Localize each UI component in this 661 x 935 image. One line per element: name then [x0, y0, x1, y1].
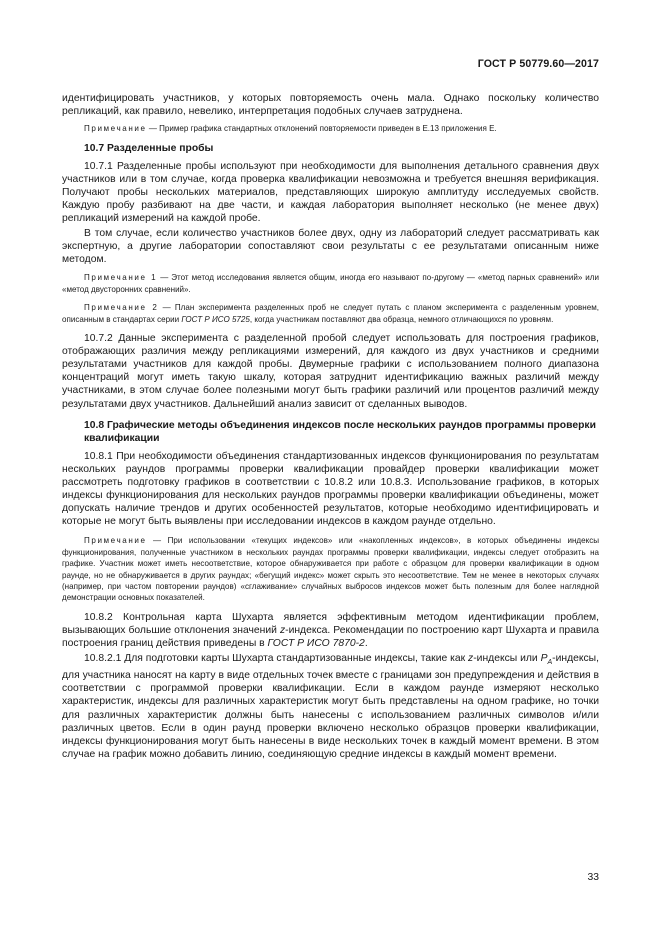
paragraph-text: -индексы, для участника наносят на карту в виде отдельных точек вместе с границами зон предупреждения и действия в соответствии с программой проверки квалификации. Если в каждом раунде измеряют несколько характеристик, индексы для различных характеристик могут быть представлены на одном графике, но точки для различных характеристик должны быть нанесены с использованием различных символов и/или различных цветов. Если в один раунд проверки включено несколько образцов проверки квалификации, индексы функционирования могут быть нанесены в виде нескольких точек в каждый момент времени. В этом случае на график можно добавить линию, соединяющую средние индексы в каждый момент времени.	[62, 653, 599, 760]
paragraph-10-7-2: 10.7.2 Данные эксперимента с разделенной пробой следует использовать для построения графиков, отображающих различия между репликациями измерений, для каждого из двух участников и средними результатами участников для каждой пробы. Двумерные графики с использованием полного диапазона концентраций могут иметь такую шкалу, которая затруднит идентификацию важных различий между участниками, в этом случае более полезными могут быть графики различий или процентов различий между результатами двух участников. Дальнейший анализ зависит от сделанных выводов.	[62, 333, 599, 410]
paragraph-10-8-1: 10.8.1 При необходимости объединения стандартизованных индексов функционирования по результатам нескольких раундов программы проверки квалификации провайдер проверки квалификации может рассмотреть подготовку графиков в соответствии с 10.8.2 или 10.8.3. Использование графиков, в которых индексы функционирования для нескольких раундов программы проверки квалификации объединены, может допускать наличие трендов и других особенностей результатов, которые необходимо идентифицировать и которые не могут быть выявлены при исследовании индексов в каждом раунде отдельно.	[62, 450, 599, 528]
note-text: — План эксперимента разделенных проб не следует путать с планом эксперимента с разделенным уровнем, описанным в стандартах серии	[62, 303, 599, 324]
note-label: Примечание	[84, 124, 147, 134]
p-symbol: P	[540, 653, 548, 665]
note-label: Примечание	[84, 536, 147, 546]
paragraph-10-7-1-continued: В том случае, если количество участников более двух, одну из лабораторий следует рассматривать как экспертную, а другие лаборатории сопоставляют свои результаты с ее результатами описанным ниже методом.	[62, 228, 599, 266]
paragraph-text: 10.8.2.1 Для подготовки карты Шухарта стандартизованные индексы, такие как	[84, 653, 469, 665]
note-text: — Пример графика стандартных отклонений повторяемости приведен в Е.13 приложения Е.	[146, 124, 497, 134]
paragraph-10-8-2	[62, 611, 599, 650]
note-running-indices	[62, 535, 599, 603]
standard-reference: ГОСТ Р ИСО 7870-2	[267, 638, 365, 649]
paragraph-10-8-2-1	[62, 652, 599, 761]
note-text: — При использовании «текущих индексов» или «накопленных индексов», в которых объединены индексы функционирования, полученные участником в нескольких раундах программы проверки квалификации, индексы следует отобразить на графике. Участник может иметь несоответствие, которое обнаруживается при работе с образцом для проверки квалификации в одном раунде, но не обнаруживается в других раундах; «бегущий индекс» может скрыть это несоответствие. Тем не менее в некоторых случаях (например, при частом повторении раундов) «сглаживание» случайных выбросов индексов может быть полезным для более наглядной демонстрации основных показателей.	[62, 536, 599, 603]
note-1	[62, 272, 599, 295]
paragraph-continuation: идентифицировать участников, у которых повторяемость очень мала. Однако поскольку количество репликаций, как правило, невелико, интерпретация подобных случаев затруднена.	[62, 93, 599, 118]
page-number: 33	[587, 872, 599, 883]
note-text: , когда участникам поставляют два образца, немного отличающихся по уровням.	[249, 314, 554, 324]
paragraph-text: -индексы или	[473, 653, 541, 665]
page-content	[62, 92, 599, 761]
note-2	[62, 302, 599, 325]
z-symbol: z	[468, 653, 474, 665]
section-heading-10-8: 10.8 Графические методы объединения индексов после нескольких раундов программы проверки квалификации	[84, 419, 596, 444]
standard-reference: ГОСТ Р ИСО 5725	[181, 314, 250, 324]
note-label: Примечание 2	[84, 303, 159, 313]
paragraph-10-7-1: 10.7.1 Разделенные пробы используют при необходимости для выполнения детального сравнения двух участников или в том случае, когда проверка квалификации невозможна и требуется внешняя верификация. Получают пробы нескольких материалов, представляющих широкую амплитуду исследуемых свойств. Каждую пробу разбивают на две части, и каждая лаборатория выполняет несколько (не менее двух) репликаций измерений на каждой пробе.	[62, 160, 599, 225]
z-symbol: z	[279, 624, 286, 636]
note-repeatability	[62, 123, 599, 134]
document-code-header: ГОСТ Р 50779.60—2017	[477, 58, 599, 70]
a-subscript: A	[547, 659, 553, 667]
paragraph-text: -индекса. Рекомендации по построению карт Шухарта и правила построения границ действия приведены в	[62, 624, 599, 649]
paragraph-text: .	[364, 638, 368, 649]
paragraph-text: 10.8.2 Контрольная карта Шухарта является эффективным методом идентификации проблем, вызывающих большие отклонения значений	[62, 611, 599, 636]
note-text: — Этот метод исследования является общим, иногда его называют по-другому — «метод парных сравнений» или «метод двусторонних сравнений».	[62, 273, 599, 294]
section-heading-10-7: 10.7 Разделенные пробы	[84, 142, 214, 154]
note-label: Примечание 1	[84, 273, 158, 283]
